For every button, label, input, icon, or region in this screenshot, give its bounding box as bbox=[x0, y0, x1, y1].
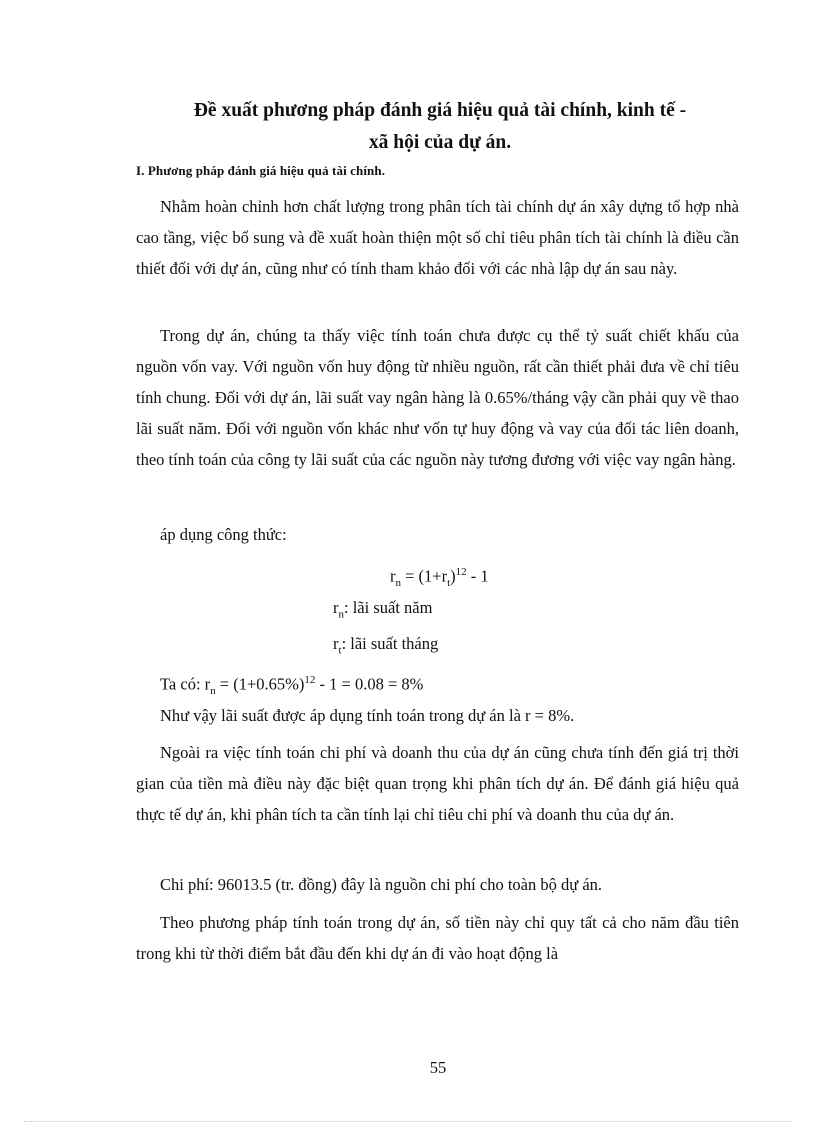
section-heading: I. Phương pháp đánh giá hiệu quả tài chính. bbox=[136, 163, 386, 178]
calc-mid: = (1+0.65%) bbox=[215, 674, 305, 694]
paragraph-1: Nhằm hoàn chỉnh hơn chất lượng trong phân tích tài chính dự án xây dựng tổ hợp nhà cao tầng, việc bổ sung và đề xuất hoàn thiện một số chỉ tiêu phân tích tài chính là điều cần thiết đối với dự án, cũng như có tính tham khảo đối với các nhà lập dự án sau này. bbox=[136, 197, 739, 278]
formula-exponent: 12 bbox=[455, 566, 467, 578]
definition-rt bbox=[333, 633, 438, 661]
formula-close: ) bbox=[450, 566, 456, 586]
calculation-line bbox=[160, 669, 423, 702]
def-rt-text: : lãi suất tháng bbox=[341, 634, 439, 653]
formula-r: r bbox=[390, 566, 396, 586]
formula-sub-n: n bbox=[395, 576, 401, 589]
calc-exponent: 12 bbox=[304, 674, 316, 686]
calc-prefix: Ta có: r bbox=[160, 674, 211, 694]
calc-sub: n bbox=[210, 684, 216, 697]
formula-sub-t: t bbox=[447, 576, 451, 589]
def-rn-r: r bbox=[333, 598, 339, 617]
calc-tail: - 1 = 0.08 = 8% bbox=[315, 674, 424, 694]
page-bottom-divider bbox=[24, 1121, 792, 1122]
def-rn-sub: n bbox=[338, 608, 344, 621]
formula-tail: - 1 bbox=[466, 566, 489, 586]
def-rn-text: : lãi suất năm bbox=[344, 598, 433, 617]
conclusion-line: Như vậy lãi suất được áp dụng tính toán trong dự án là r = 8%. bbox=[160, 706, 575, 725]
def-rt-sub: t bbox=[338, 644, 342, 657]
definition-rn bbox=[333, 597, 432, 625]
def-rt-r: r bbox=[333, 634, 339, 653]
paragraph-2: Trong dự án, chúng ta thấy việc tính toán chưa được cụ thể tỷ suất chiết khấu của nguồn vốn vay. Với nguồn vốn huy động từ nhiều nguồn, rất cần thiết phải đưa về chỉ tiêu tính chung. Đối với dự án, lãi suất vay ngân hàng là 0.65%/tháng vậy cần phải quy về thao lãi suất năm. Đối với nguồn vốn khác như vốn tự huy động và vay của đối tác liên doanh, theo tính toán của công ty lãi suất của các nguồn này tương đương với việc vay ngân hàng. bbox=[136, 326, 739, 469]
document-title-line-2: xã hội của dự án. bbox=[368, 132, 512, 153]
paragraph-3: Ngoài ra việc tính toán chi phí và doanh thu của dự án cũng chưa tính đến giá trị thời gian của tiền mà điều này đặc biệt quan trọng khi phân tích dự án. Để đánh giá hiệu quả thực tế dự án, khi phân tích ta cần tính lại chỉ tiêu chi phí và doanh thu của dự án. bbox=[136, 743, 739, 824]
formula-rn bbox=[390, 561, 489, 594]
page-number: 55 bbox=[429, 1058, 447, 1077]
cost-line: Chi phí: 96013.5 (tr. đồng) đây là nguồn chi phí cho toàn bộ dự án. bbox=[160, 875, 603, 894]
paragraph-4: Theo phương pháp tính toán trong dự án, số tiền này chỉ quy tất cả cho năm đầu tiên trong khi từ thời điểm bắt đầu đến khi dự án đi vào hoạt động là bbox=[136, 913, 739, 963]
formula-intro: áp dụng công thức: bbox=[160, 525, 287, 544]
document-title-line-1: Đề xuất phương pháp đánh giá hiệu quả tài chính, kinh tế - bbox=[193, 100, 687, 121]
formula-eq: = (1+r bbox=[401, 566, 448, 586]
